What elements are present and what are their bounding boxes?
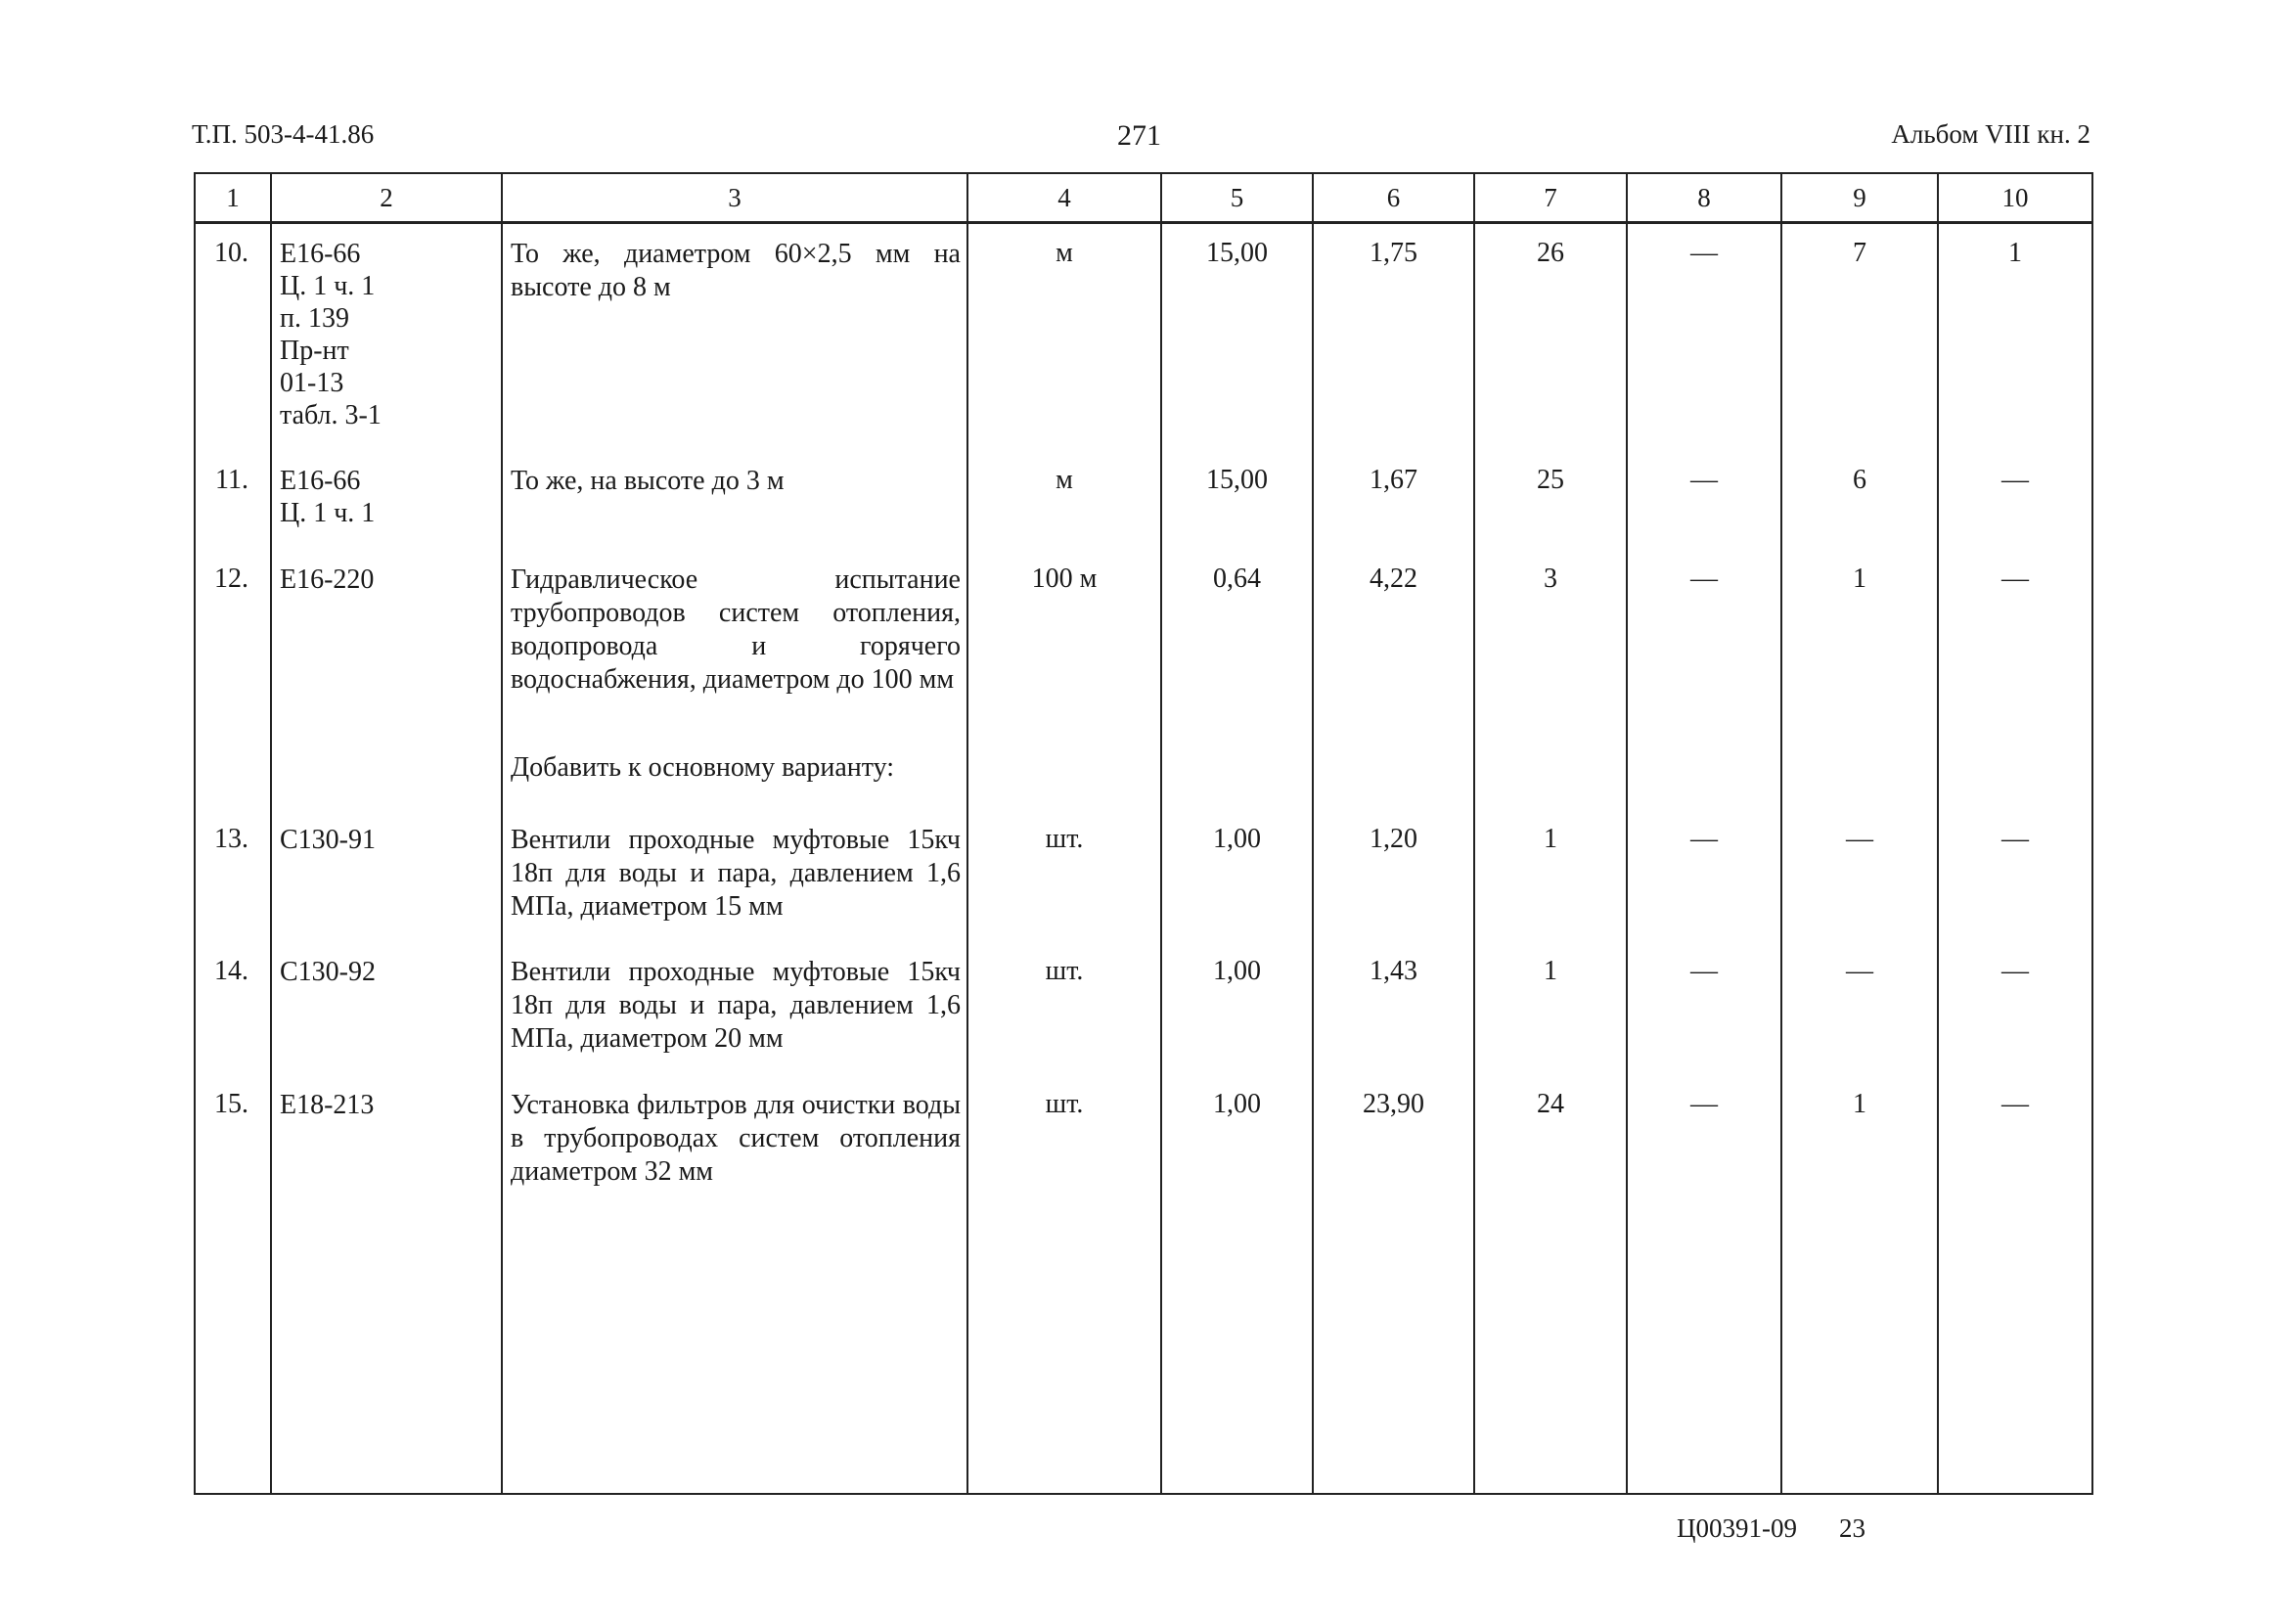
cell-c10: 1 [1938,223,2092,451]
cell-num: 14. [195,942,271,1075]
cell-c5 [1161,738,1313,810]
cell-c7: 25 [1474,451,1627,550]
cell-c8: — [1627,1075,1781,1189]
cell-unit [967,738,1161,810]
table-row [195,942,2092,1075]
cell-c10: — [1938,810,2092,942]
cell-code: С130-91 [271,810,502,942]
cell-c6 [1313,738,1474,810]
col-header-3: 3 [502,173,967,223]
empty-cell [1161,1189,1313,1495]
cell-c6: 1,20 [1313,810,1474,942]
cell-c10: — [1938,1075,2092,1189]
cell-c8: — [1627,810,1781,942]
cell-c10 [1938,738,2092,810]
cell-num: 15. [195,1075,271,1189]
cell-c6: 1,43 [1313,942,1474,1075]
table-row [195,550,2092,738]
col-header-10: 10 [1938,173,2092,223]
cell-desc: Добавить к основному варианту: [502,738,967,810]
cell-unit: м [967,451,1161,550]
empty-cell [1627,1189,1781,1495]
col-header-5: 5 [1161,173,1313,223]
cell-unit: м [967,223,1161,451]
col-header-2: 2 [271,173,502,223]
cell-c8: — [1627,942,1781,1075]
document-code: Т.П. 503-4-41.86 [192,119,375,149]
col-header-8: 8 [1627,173,1781,223]
cell-code: Е18-213 [271,1075,502,1189]
cell-desc: Установка фильтров для очистки воды в трубопроводах систем отопления диаметром 32 мм [502,1075,967,1189]
cell-c5: 1,00 [1161,810,1313,942]
empty-cell [1474,1189,1627,1495]
col-header-1: 1 [195,173,271,223]
table-row [195,451,2092,550]
cell-c5: 1,00 [1161,942,1313,1075]
cell-c8 [1627,738,1781,810]
table-empty-space [195,1189,2092,1495]
cell-num: 10. [195,223,271,451]
cell-num: 12. [195,550,271,738]
cell-c7: 24 [1474,1075,1627,1189]
estimate-table [194,172,2093,1495]
empty-cell [271,1189,502,1495]
cell-num: 13. [195,810,271,942]
column-header-row [195,173,2092,223]
cell-desc: Гидравлическое испытание трубопроводов систем отопления, водопровода и горячего водоснабжения, диаметром до 100 мм [502,550,967,738]
footer-document-code: Ц00391-09 [1677,1513,1797,1543]
cell-c6: 1,67 [1313,451,1474,550]
cell-code: Е16-220 [271,550,502,738]
cell-c9: 1 [1781,550,1938,738]
cell-c7: 1 [1474,810,1627,942]
cell-c9: 7 [1781,223,1938,451]
cell-c9: — [1781,810,1938,942]
table-row [195,1075,2092,1189]
cell-code: Е16-66 Ц. 1 ч. 1 п. 139 Пр-нт 01-13 табл. 3-1 [271,223,502,451]
cell-c8: — [1627,451,1781,550]
empty-cell [195,1189,271,1495]
empty-cell [1938,1189,2092,1495]
cell-unit: 100 м [967,550,1161,738]
cell-desc: Вентили проходные муфтовые 15кч 18п для воды и пара, давлением 1,6 МПа, диаметром 15 мм [502,810,967,942]
empty-cell [1781,1189,1938,1495]
cell-c7 [1474,738,1627,810]
cell-code: Е16-66 Ц. 1 ч. 1 [271,451,502,550]
cell-c6: 4,22 [1313,550,1474,738]
cell-code [271,738,502,810]
cell-unit: шт. [967,810,1161,942]
col-header-9: 9 [1781,173,1938,223]
col-header-7: 7 [1474,173,1627,223]
cell-c7: 26 [1474,223,1627,451]
table-row [195,223,2092,451]
cell-num: 11. [195,451,271,550]
cell-unit: шт. [967,1075,1161,1189]
cell-c7: 3 [1474,550,1627,738]
footer-sheet-number: 23 [1839,1513,1865,1543]
empty-cell [1313,1189,1474,1495]
cell-c5: 15,00 [1161,451,1313,550]
table-row [195,738,2092,810]
cell-c8: — [1627,550,1781,738]
cell-desc: То же, на высоте до 3 м [502,451,967,550]
col-header-4: 4 [967,173,1161,223]
cell-c10: — [1938,550,2092,738]
cell-c10: — [1938,451,2092,550]
page-number: 271 [1117,119,1161,152]
cell-c5: 15,00 [1161,223,1313,451]
empty-cell [502,1189,967,1495]
cell-c8: — [1627,223,1781,451]
cell-c10: — [1938,942,2092,1075]
cell-c9: — [1781,942,1938,1075]
cell-desc: То же, диаметром 60×2,5 мм на высоте до 8 м [502,223,967,451]
table-row [195,810,2092,942]
cell-c5: 0,64 [1161,550,1313,738]
cell-desc: Вентили проходные муфтовые 15кч 18п для воды и пара, давлением 1,6 МПа, диаметром 20 мм [502,942,967,1075]
cell-c9: 1 [1781,1075,1938,1189]
album-label: Альбом VIII кн. 2 [1891,119,2090,149]
cell-c9: 6 [1781,451,1938,550]
cell-unit: шт. [967,942,1161,1075]
col-header-6: 6 [1313,173,1474,223]
cell-c5: 1,00 [1161,1075,1313,1189]
cell-c7: 1 [1474,942,1627,1075]
cell-c6: 1,75 [1313,223,1474,451]
cell-c6: 23,90 [1313,1075,1474,1189]
cell-c9 [1781,738,1938,810]
cell-code: С130-92 [271,942,502,1075]
empty-cell [967,1189,1161,1495]
cell-num [195,738,271,810]
